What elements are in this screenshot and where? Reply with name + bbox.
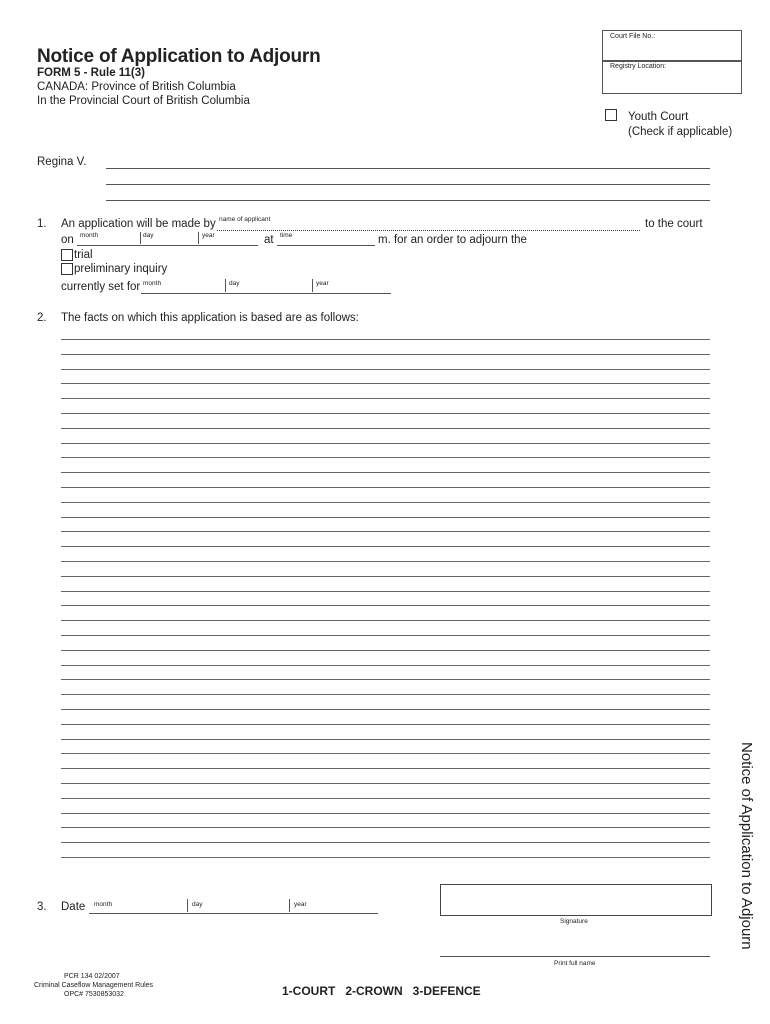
facts-line[interactable] <box>61 413 710 414</box>
section-3-number: 3. <box>37 901 47 913</box>
signature-box[interactable] <box>440 884 712 916</box>
section-2-number: 2. <box>37 312 47 324</box>
date-divider <box>225 279 226 292</box>
court-file-number-field[interactable] <box>602 30 742 62</box>
regina-label: Regina V. <box>37 156 87 168</box>
facts-line[interactable] <box>61 443 710 444</box>
facts-line[interactable] <box>61 620 710 621</box>
facts-line[interactable] <box>61 635 710 636</box>
accused-name-line-1[interactable] <box>106 168 710 169</box>
court-file-label: Court File No.: <box>610 33 656 40</box>
time-hint: time <box>280 232 293 239</box>
facts-line[interactable] <box>61 650 710 651</box>
youth-court-label: Youth Court <box>628 111 689 123</box>
facts-line[interactable] <box>61 517 710 518</box>
facts-line[interactable] <box>61 546 710 547</box>
youth-court-note: (Check if applicable) <box>628 126 733 138</box>
facts-line[interactable] <box>61 531 710 532</box>
currently-set-date-field[interactable] <box>141 293 391 294</box>
facts-line[interactable] <box>61 768 710 769</box>
rules-name: Criminal Caseflow Management Rules <box>34 982 154 989</box>
print-name-field[interactable] <box>440 956 710 957</box>
registry-location-field[interactable] <box>602 60 742 94</box>
sign-year-hint: year <box>294 901 307 908</box>
date-divider <box>140 232 141 244</box>
hearing-time-field[interactable] <box>277 245 375 246</box>
province-line: CANADA: Province of British Columbia <box>37 81 236 93</box>
facts-line[interactable] <box>61 709 710 710</box>
hearing-date-field[interactable] <box>77 245 258 246</box>
accused-name-line-3[interactable] <box>106 200 710 201</box>
facts-line[interactable] <box>61 842 710 843</box>
applicant-name-field[interactable] <box>217 230 640 231</box>
facts-line[interactable] <box>61 502 710 503</box>
facts-line[interactable] <box>61 694 710 695</box>
facts-line[interactable] <box>61 827 710 828</box>
section-1-intro: An application will be made by <box>61 218 216 230</box>
registry-label: Registry Location: <box>610 63 667 70</box>
facts-line[interactable] <box>61 472 710 473</box>
hearing-year-hint: year <box>202 232 215 239</box>
print-name-label: Print full name <box>554 960 596 967</box>
set-year-hint: year <box>316 280 329 287</box>
adjourn-text: m. for an order to adjourn the <box>378 234 527 246</box>
trial-checkbox[interactable] <box>61 249 73 261</box>
facts-line[interactable] <box>61 665 710 666</box>
facts-line[interactable] <box>61 753 710 754</box>
facts-line[interactable] <box>61 591 710 592</box>
court-line: In the Provincial Court of British Columbia <box>37 95 250 107</box>
facts-line[interactable] <box>61 813 710 814</box>
facts-line[interactable] <box>61 354 710 355</box>
preliminary-inquiry-checkbox[interactable] <box>61 263 73 275</box>
signing-date-field[interactable] <box>89 913 378 914</box>
facts-line[interactable] <box>61 605 710 606</box>
hearing-month-hint: month <box>80 232 99 239</box>
date-divider <box>312 279 313 292</box>
facts-line[interactable] <box>61 398 710 399</box>
sign-day-hint: day <box>192 901 203 908</box>
date-divider <box>187 899 188 912</box>
applicant-name-hint: name of applicant <box>219 216 271 223</box>
facts-line[interactable] <box>61 383 710 384</box>
section-1-number: 1. <box>37 218 47 230</box>
to-the-court-text: to the court <box>645 218 703 230</box>
facts-line[interactable] <box>61 679 710 680</box>
date-divider <box>198 232 199 244</box>
facts-line[interactable] <box>61 576 710 577</box>
facts-line[interactable] <box>61 798 710 799</box>
form-title: Notice of Application to Adjourn <box>37 46 321 67</box>
facts-line[interactable] <box>61 457 710 458</box>
sign-month-hint: month <box>94 901 113 908</box>
date-label: Date <box>61 901 86 913</box>
signature-label: Signature <box>560 918 588 925</box>
section-2-text: The facts on which this application is based are as follows: <box>61 312 359 324</box>
pcr-code: PCR 134 02/2007 <box>64 973 120 980</box>
accused-name-line-2[interactable] <box>106 184 710 185</box>
facts-line[interactable] <box>61 339 710 340</box>
opc-number: OPC# 7530853032 <box>64 991 124 998</box>
facts-line[interactable] <box>61 428 710 429</box>
date-divider <box>289 899 290 912</box>
facts-line[interactable] <box>61 724 710 725</box>
youth-court-checkbox[interactable] <box>605 109 617 121</box>
on-label: on <box>61 234 74 246</box>
facts-line[interactable] <box>61 857 710 858</box>
facts-line[interactable] <box>61 561 710 562</box>
facts-line[interactable] <box>61 739 710 740</box>
currently-set-label: currently set for <box>61 281 141 293</box>
hearing-day-hint: day <box>143 232 154 239</box>
facts-line[interactable] <box>61 783 710 784</box>
set-month-hint: month <box>143 280 162 287</box>
at-label: at <box>264 234 274 246</box>
facts-line[interactable] <box>61 487 710 488</box>
facts-line[interactable] <box>61 369 710 370</box>
form-number: FORM 5 - Rule 11(3) <box>37 67 145 79</box>
side-title: Notice of Application to Adjourn <box>738 742 755 950</box>
copy-distribution: 1-COURT 2-CROWN 3-DEFENCE <box>282 984 481 998</box>
preliminary-inquiry-label: preliminary inquiry <box>74 263 168 275</box>
trial-label: trial <box>74 249 93 261</box>
set-day-hint: day <box>229 280 240 287</box>
